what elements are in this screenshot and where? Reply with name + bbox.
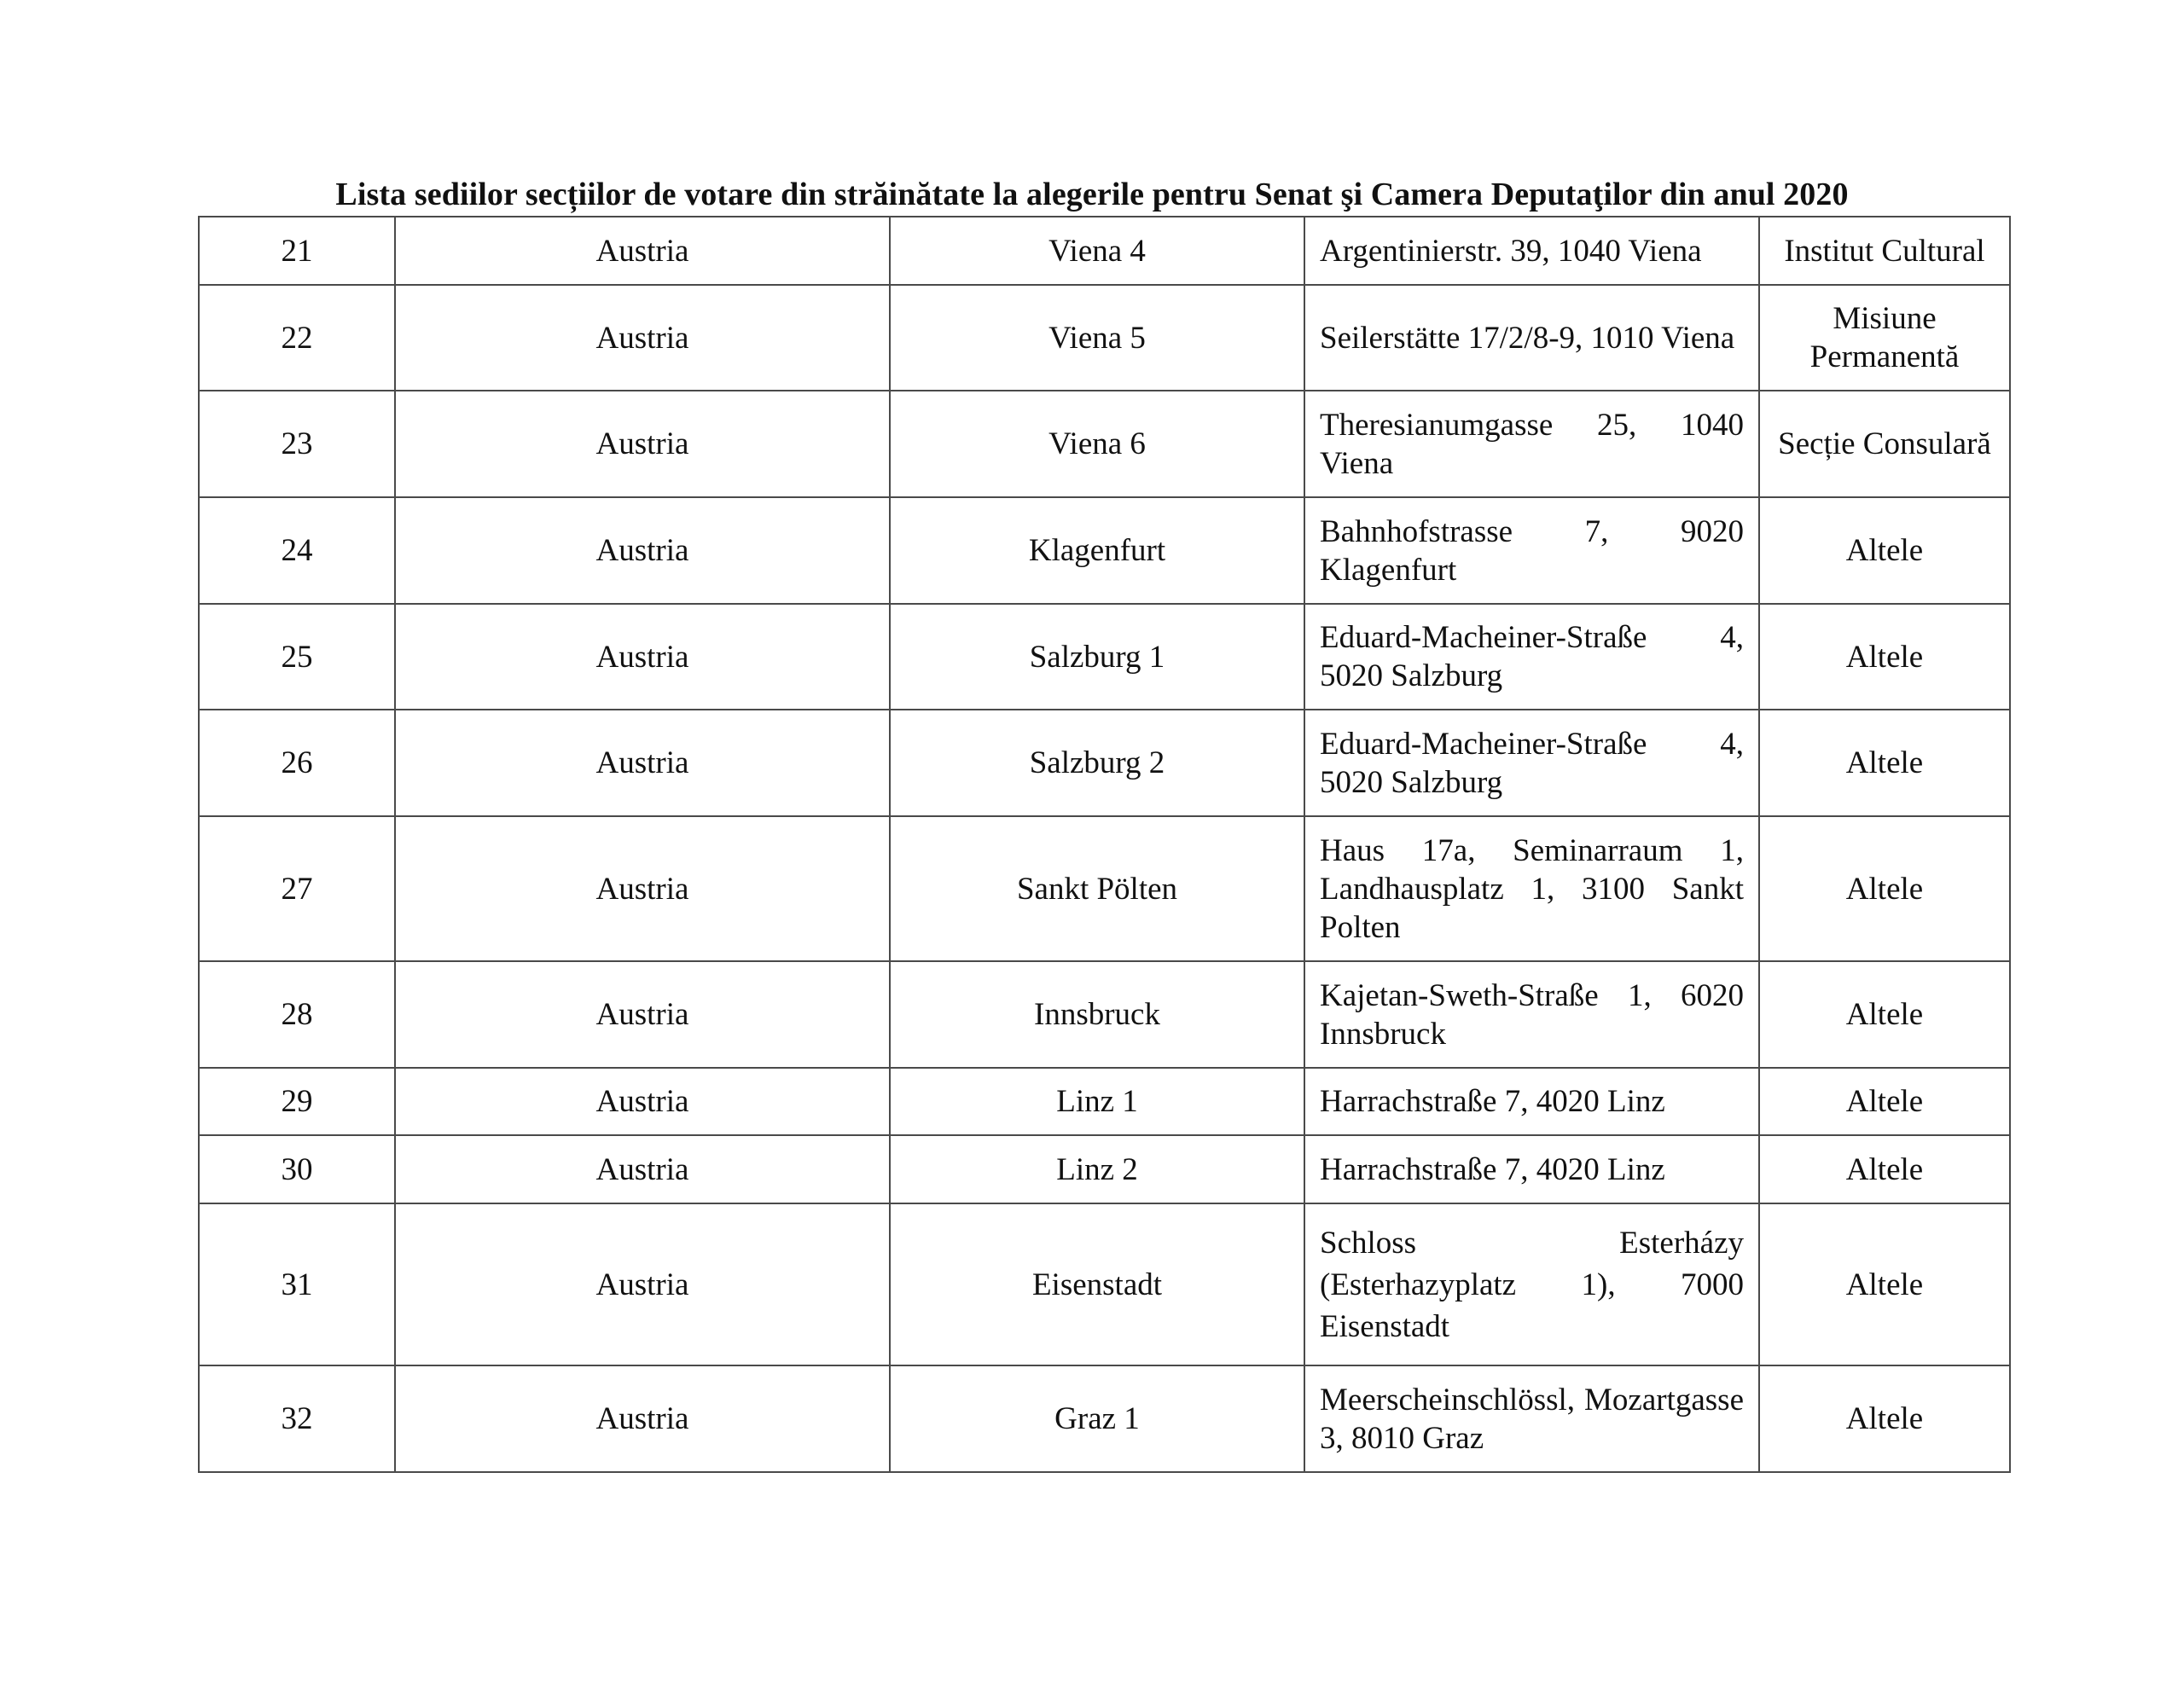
city-cell: Salzburg 1 xyxy=(890,604,1304,710)
address-cell: Haus 17a, Seminarraum 1, Landhausplatz 1, 3100 Sankt Polten xyxy=(1304,816,1759,961)
country-cell: Austria xyxy=(395,816,890,961)
type-cell: Altele xyxy=(1759,1203,2010,1365)
type-cell: Altele xyxy=(1759,961,2010,1068)
row-number: 21 xyxy=(199,217,395,285)
country-cell: Austria xyxy=(395,604,890,710)
address-cell: Schloss Esterházy (Esterhazyplatz 1), 7000 Eisenstadt xyxy=(1304,1203,1759,1365)
city-cell: Klagenfurt xyxy=(890,497,1304,604)
country-cell: Austria xyxy=(395,710,890,816)
type-cell: Secție Consulară xyxy=(1759,391,2010,497)
table-row xyxy=(199,1068,2010,1135)
table-row xyxy=(199,285,2010,391)
city-cell: Viena 4 xyxy=(890,217,1304,285)
country-cell: Austria xyxy=(395,1203,890,1365)
address-cell: Eduard-Macheiner-Straße 4, 5020 Salzburg xyxy=(1304,710,1759,816)
type-cell: Misiune Permanentă xyxy=(1759,285,2010,391)
address-cell: Eduard-Macheiner-Straße 4, 5020 Salzburg xyxy=(1304,604,1759,710)
city-cell: Viena 5 xyxy=(890,285,1304,391)
row-number: 26 xyxy=(199,710,395,816)
city-cell: Linz 2 xyxy=(890,1135,1304,1203)
row-number: 29 xyxy=(199,1068,395,1135)
type-cell: Altele xyxy=(1759,710,2010,816)
city-cell: Salzburg 2 xyxy=(890,710,1304,816)
city-cell: Eisenstadt xyxy=(890,1203,1304,1365)
row-number: 24 xyxy=(199,497,395,604)
address-cell: Seilerstätte 17/2/8-9, 1010 Viena xyxy=(1304,285,1759,391)
table-row xyxy=(199,497,2010,604)
page-title: Lista sediilor secțiilor de votare din străinătate la alegerile pentru Senat şi Camera Deputaţilor din anul 2020 xyxy=(335,177,1849,212)
city-cell: Innsbruck xyxy=(890,961,1304,1068)
row-number: 22 xyxy=(199,285,395,391)
address-cell: Kajetan-Sweth-Straße 1, 6020 Innsbruck xyxy=(1304,961,1759,1068)
country-cell: Austria xyxy=(395,217,890,285)
country-cell: Austria xyxy=(395,391,890,497)
table-row xyxy=(199,1365,2010,1472)
address-cell: Harrachstraße 7, 4020 Linz xyxy=(1304,1135,1759,1203)
city-cell: Viena 6 xyxy=(890,391,1304,497)
table-row xyxy=(199,604,2010,710)
table-row xyxy=(199,217,2010,285)
table-row xyxy=(199,816,2010,961)
country-cell: Austria xyxy=(395,1068,890,1135)
row-number: 28 xyxy=(199,961,395,1068)
country-cell: Austria xyxy=(395,1135,890,1203)
type-cell: Altele xyxy=(1759,1068,2010,1135)
address-cell: Theresianumgasse 25, 1040 Viena xyxy=(1304,391,1759,497)
address-cell: Argentinierstr. 39, 1040 Viena xyxy=(1304,217,1759,285)
row-number: 23 xyxy=(199,391,395,497)
row-number: 30 xyxy=(199,1135,395,1203)
row-number: 25 xyxy=(199,604,395,710)
table-row xyxy=(199,391,2010,497)
row-number: 32 xyxy=(199,1365,395,1472)
polling-stations-table xyxy=(198,216,2011,1473)
city-cell: Sankt Pölten xyxy=(890,816,1304,961)
table-row xyxy=(199,1203,2010,1365)
table-row xyxy=(199,961,2010,1068)
row-number: 27 xyxy=(199,816,395,961)
city-cell: Linz 1 xyxy=(890,1068,1304,1135)
country-cell: Austria xyxy=(395,1365,890,1472)
type-cell: Institut Cultural xyxy=(1759,217,2010,285)
country-cell: Austria xyxy=(395,285,890,391)
address-cell: Bahnhofstrasse 7, 9020 Klagenfurt xyxy=(1304,497,1759,604)
country-cell: Austria xyxy=(395,961,890,1068)
table-row xyxy=(199,1135,2010,1203)
type-cell: Altele xyxy=(1759,1365,2010,1472)
address-cell: Meerscheinschlössl, Mozartgasse 3, 8010 Graz xyxy=(1304,1365,1759,1472)
country-cell: Austria xyxy=(395,497,890,604)
type-cell: Altele xyxy=(1759,1135,2010,1203)
type-cell: Altele xyxy=(1759,604,2010,710)
type-cell: Altele xyxy=(1759,816,2010,961)
row-number: 31 xyxy=(199,1203,395,1365)
type-cell: Altele xyxy=(1759,497,2010,604)
city-cell: Graz 1 xyxy=(890,1365,1304,1472)
table-row xyxy=(199,710,2010,816)
address-cell: Harrachstraße 7, 4020 Linz xyxy=(1304,1068,1759,1135)
